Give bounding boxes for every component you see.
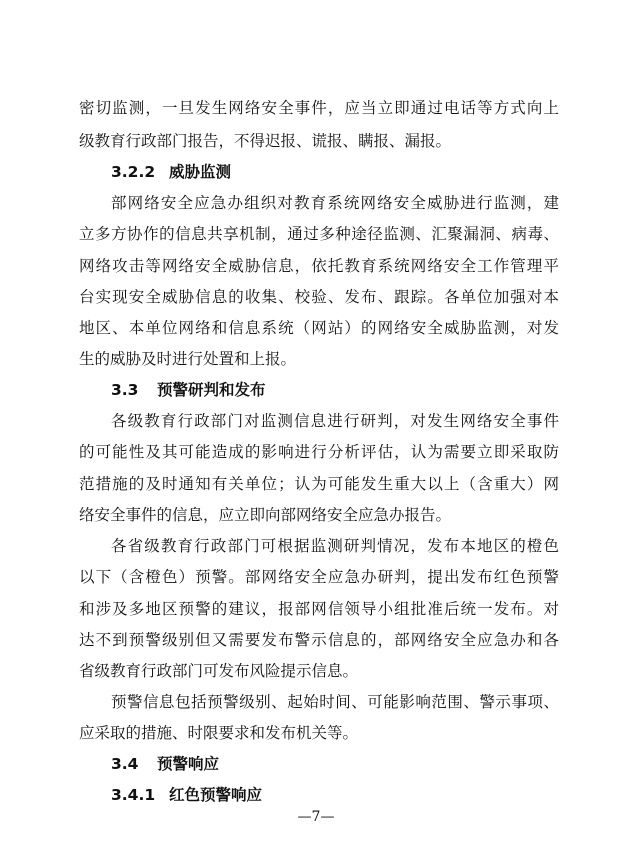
section-heading-3-4-1 (111, 785, 262, 805)
section-title: 预警响应 (157, 755, 220, 773)
paragraph-2-line-3: 网络攻击等网络安全威胁信息，依托教育系统网络安全工作管理平 (79, 257, 559, 275)
paragraph-3-line-3: 范措施的及时通知有关单位；认为可能发生重大以上（含重大）网 (79, 475, 559, 493)
section-number: 3.4 (111, 755, 139, 773)
section-number: 3.2.2 (111, 163, 156, 181)
page-number: —7— (297, 809, 335, 825)
paragraph-1-line-2: 级教育行政部门报告，不得迟报、谎报、瞒报、漏报。 (79, 132, 452, 150)
paragraph-4-line-5: 省级教育行政部门可发布风险提示信息。 (79, 662, 359, 680)
paragraph-2-line-6: 生的威胁及时进行处置和上报。 (79, 350, 297, 368)
paragraph-4-line-3: 和涉及多地区预警的建议，报部网信领导小组批准后统一发布。对 (79, 600, 559, 618)
paragraph-4-line-2: 以下（含橙色）预警。部网络安全应急办研判，提出发布红色预警 (79, 568, 559, 586)
section-heading-3-3 (111, 380, 266, 400)
paragraph-5-line-2: 应采取的措施、时限要求和发布机关等。 (79, 724, 359, 742)
section-heading-3-2-2 (111, 162, 231, 182)
paragraph-3-line-4: 络安全事件的信息，应立即向部网络安全应急办报告。 (79, 506, 452, 524)
paragraph-4-line-1: 各省级教育行政部门可根据监测研判情况，发布本地区的橙色 (111, 537, 559, 555)
paragraph-2-line-5: 地区、本单位网络和信息系统（网站）的网络安全威胁监测，对发 (79, 319, 559, 337)
paragraph-1-line-1: 密切监测，一旦发生网络安全事件，应当立即通过电话等方式向上 (79, 99, 559, 117)
paragraph-2-line-2: 立多方协作的信息共享机制，通过多种途径监测、汇聚漏洞、病毒、 (79, 225, 559, 243)
paragraph-2-line-1: 部网络安全应急办组织对教育系统网络安全威胁进行监测，建 (111, 194, 559, 212)
paragraph-3-line-1: 各级教育行政部门对监测信息进行研判，对发生网络安全事件 (111, 412, 559, 430)
section-number: 3.4.1 (111, 786, 156, 804)
section-heading-3-4 (111, 754, 219, 774)
section-number: 3.3 (111, 381, 139, 399)
section-title: 预警研判和发布 (157, 381, 266, 399)
section-title: 威胁监测 (169, 163, 232, 181)
paragraph-3-line-2: 的可能性及其可能造成的影响进行分析评估，认为需要立即采取防 (79, 443, 559, 461)
paragraph-2-line-4: 台实现安全威胁信息的收集、校验、发布、跟踪。各单位加强对本 (79, 288, 559, 306)
paragraph-5-line-1: 预警信息包括预警级别、起始时间、可能影响范围、警示事项、 (111, 693, 559, 711)
section-title: 红色预警响应 (169, 786, 263, 804)
paragraph-4-line-4: 达不到预警级别但又需要发布警示信息的，部网络安全应急办和各 (79, 631, 559, 649)
